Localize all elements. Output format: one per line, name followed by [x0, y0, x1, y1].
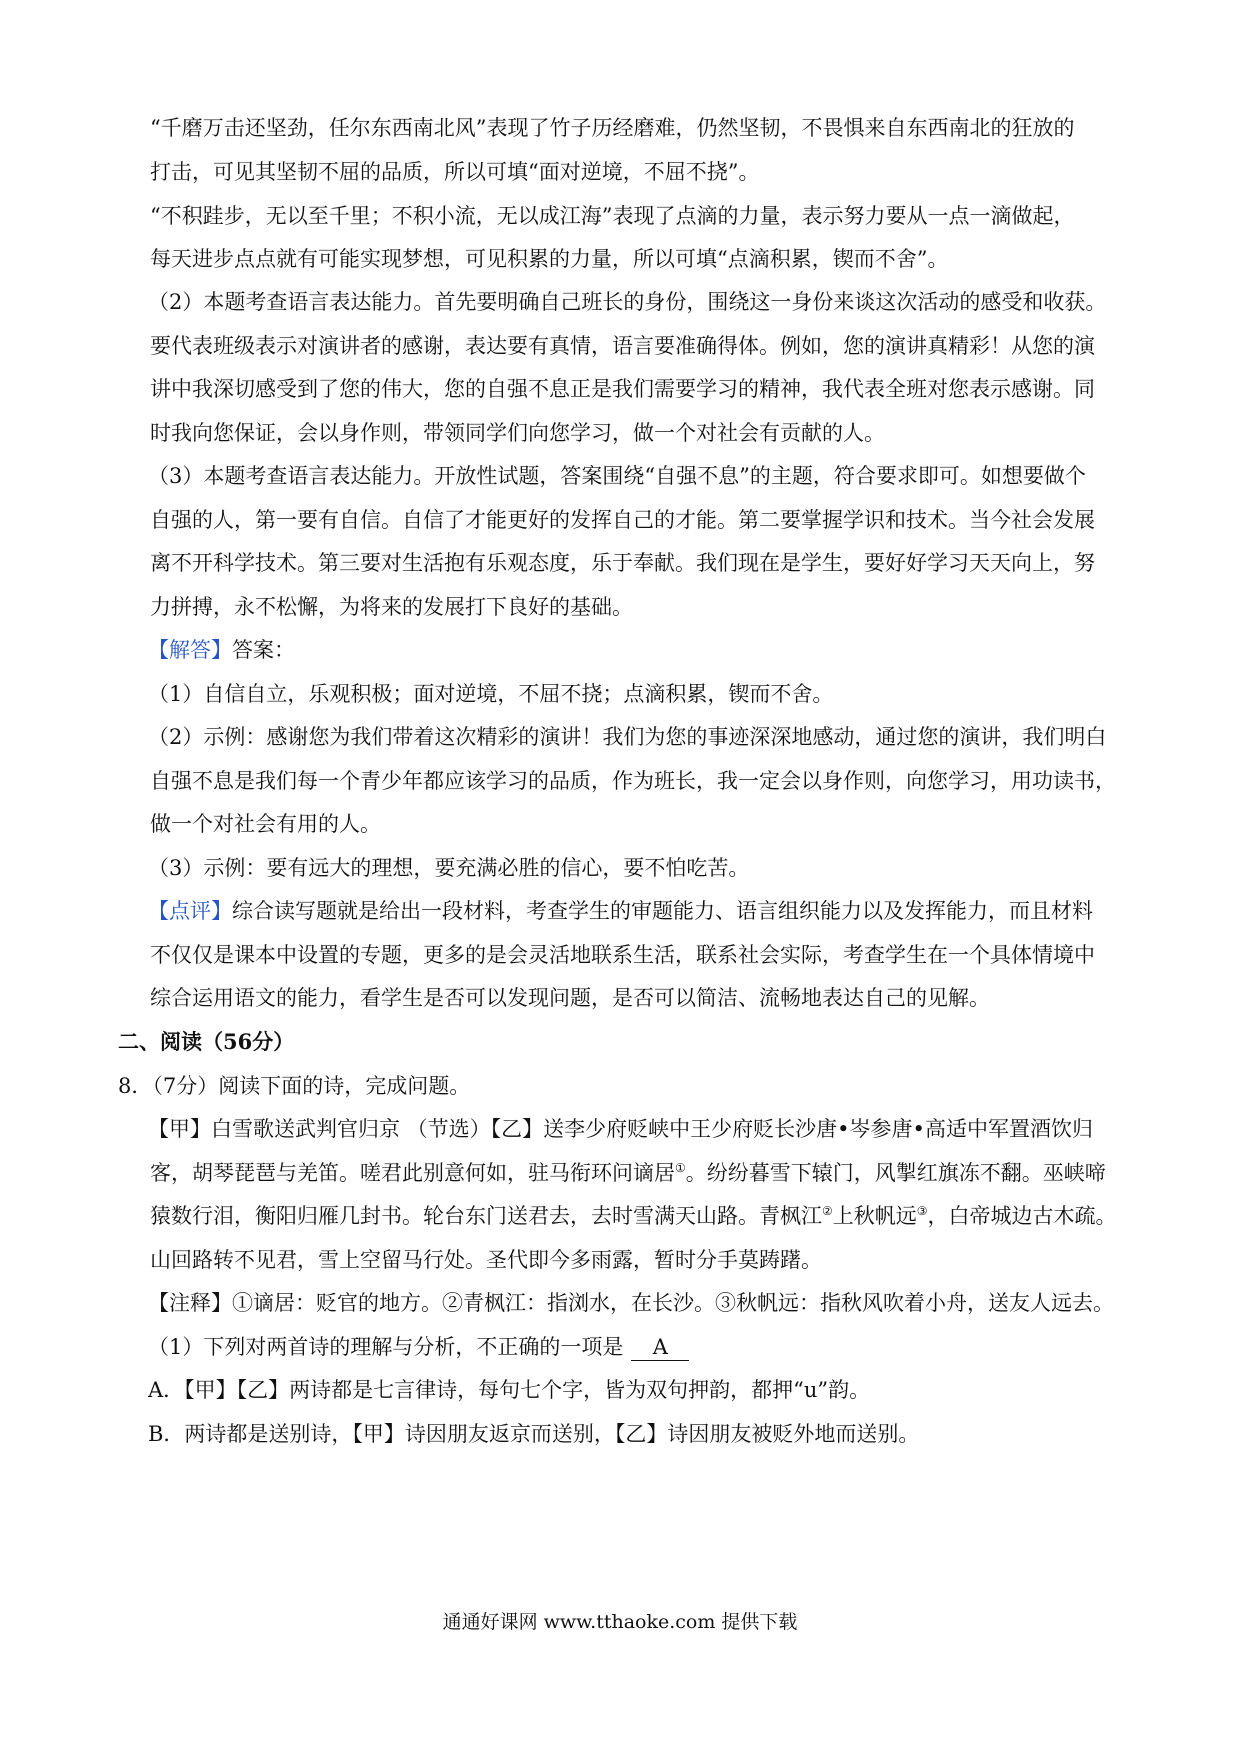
- poem-line: 猿数行泪，衡阳归雁几封书。轮台东门送君去，去时雪满天山路。青枫江②上秋帆远③，白帝城边古木疏。: [150, 1204, 1117, 1228]
- answer-line: 自强不息是我们每一个青少年都应该学习的品质，作为班长，我一定会以身作则，向您学习，用功读书，: [150, 769, 1116, 793]
- poem-line: 客，胡琴琵琶与羌笛。嗟君此别意何如，驻马衔环问谪居①。纷纷暮雪下辕门，风掣红旗冻不翻。巫峡啼: [150, 1161, 1106, 1185]
- option-a: A．【甲】【乙】两诗都是七言律诗，每句七个字，皆为双句押韵，都押“u”韵。: [148, 1378, 871, 1402]
- paragraph-line: 力拼搏，永不松懈，为将来的发展打下良好的基础。: [150, 595, 633, 619]
- paragraph-line: 时我向您保证，会以身作则，带领同学们向您学习，做一个对社会有贡献的人。: [150, 421, 885, 445]
- comment-line: 【点评】综合读写题就是给出一段材料，考查学生的审题能力、语言组织能力以及发挥能力，而且材料: [148, 899, 1093, 923]
- footnote-mark: ③: [916, 1204, 928, 1218]
- paragraph-line: （2）本题考查语言表达能力。首先要明确自己班长的身份，围绕这一身份来谈这次活动的感受和收获。: [148, 290, 1107, 314]
- paragraph-line: “不积跬步，无以至千里；不积小流，无以成江海”表现了点滴的力量，表示努力要从一点一滴做起，: [150, 204, 1075, 228]
- paragraph-line: 自强的人，第一要有自信。自信了才能更好的发挥自己的才能。第二要掌握学识和技术。当今社会发展: [150, 508, 1095, 532]
- answer-blank: A: [631, 1334, 689, 1361]
- page-footer: 通通好课网 www.tthaoke.com 提供下载: [442, 1611, 798, 1633]
- paragraph-line: “千磨万击还坚劲，任尔东西南北风”表现了竹子历经磨难，仍然坚韧，不畏惧来自东西南北的狂放的: [150, 116, 1075, 140]
- option-b: B．两诗都是送别诗，【甲】诗因朋友返京而送别，【乙】诗因朋友被贬外地而送别。: [148, 1422, 920, 1446]
- comment-line: 综合运用语文的能力，看学生是否可以发现问题，是否可以简洁、流畅地表达自己的见解。: [150, 986, 990, 1010]
- answer-heading: [148, 635, 1138, 665]
- comment-line: 不仅仅是课本中设置的专题，更多的是会灵活地联系生活，联系社会实际，考查学生在一个具体情境中: [150, 943, 1095, 967]
- poem-line: 【甲】白雪歌送武判官归京 （节选）【乙】送李少府贬峡中王少府贬长沙唐•岑参唐•高适中军置酒饮归: [148, 1117, 1093, 1141]
- paragraph-line: 离不开科学技术。第三要对生活抱有乐观态度，乐于奉献。我们现在是学生，要好好学习天天向上，努: [150, 551, 1095, 575]
- answer-label: 答案：: [232, 638, 295, 662]
- footnote-mark: ②: [822, 1204, 833, 1218]
- paragraph-line: 讲中我深切感受到了您的伟大，您的自强不息正是我们需要学习的精神，我代表全班对您表示感谢。同: [150, 377, 1095, 401]
- comment-tag: 【点评】: [148, 899, 232, 923]
- sub-question: （1）下列对两首诗的理解与分析，不正确的一项是 A: [148, 1332, 1138, 1362]
- answer-line: （2）示例：感谢您为我们带着这次精彩的演讲！我们为您的事迹深深地感动，通过您的演讲，我们明白: [148, 725, 1107, 749]
- paragraph-line: 打击，可见其坚韧不屈的品质，所以可填“面对逆境，不屈不挠”。: [150, 160, 760, 184]
- section-heading: 二、阅读（56分）: [118, 1029, 295, 1054]
- question-title: 8．（7分）阅读下面的诗，完成问题。: [118, 1074, 471, 1098]
- paragraph-line: （3）本题考查语言表达能力。开放性试题，答案围绕“自强不息”的主题，符合要求即可。如想要做个: [148, 464, 1086, 488]
- answer-line: （1）自信自立，乐观积极；面对逆境，不屈不挠；点滴积累，锲而不舍。: [148, 682, 834, 706]
- answer-line: 做一个对社会有用的人。: [150, 812, 381, 836]
- footnote-mark: ①: [675, 1161, 686, 1175]
- answer-line: （3）示例：要有远大的理想，要充满必胜的信心，要不怕吃苦。: [148, 856, 750, 880]
- answer-tag: 【解答】: [148, 638, 232, 662]
- notes-line: 【注释】①谪居：贬官的地方。②青枫江：指浏水，在长沙。③秋帆远：指秋风吹着小舟，送友人远去。: [148, 1291, 1114, 1315]
- paragraph-line: 要代表班级表示对演讲者的感谢，表达要有真情，语言要准确得体。例如，您的演讲真精彩！从您的演: [150, 334, 1095, 358]
- paragraph-line: 每天进步点点就有可能实现梦想，可见积累的力量，所以可填“点滴积累，锲而不舍”。: [150, 247, 949, 271]
- poem-line: 山回路转不见君，雪上空留马行处。圣代即今多雨露，暂时分手莫踌躇。: [150, 1248, 822, 1272]
